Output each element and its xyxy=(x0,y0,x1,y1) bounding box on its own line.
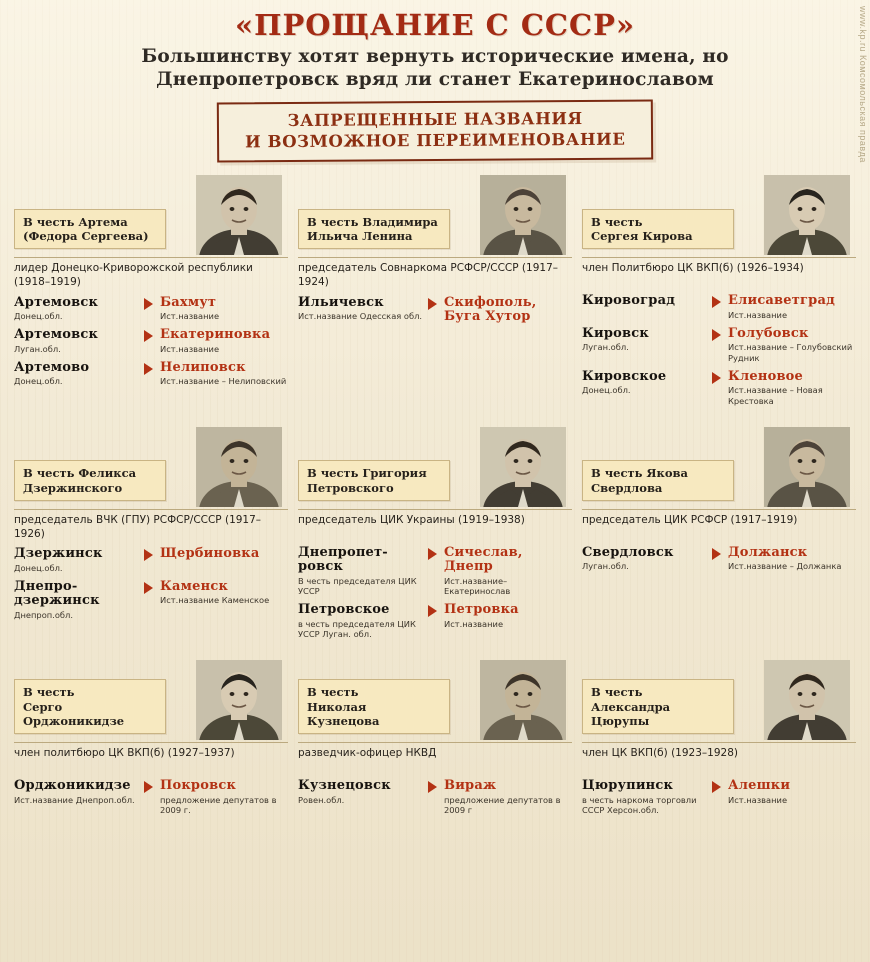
new-name-note: Ист.название xyxy=(444,618,504,629)
section-banner xyxy=(217,100,654,163)
arrow-right-icon xyxy=(712,372,721,384)
honoree-line-2: Петровского xyxy=(307,480,394,495)
card-header xyxy=(582,660,856,740)
old-name-cell xyxy=(14,580,142,620)
old-name: Кировское xyxy=(582,369,667,385)
rename-rows xyxy=(298,779,572,815)
subtitle-line-1: Большинству хотят вернуть исторические имена, но xyxy=(141,46,729,67)
old-name: Кировск xyxy=(582,326,649,342)
arrow-right-icon xyxy=(712,329,721,341)
old-name-note: Ист.название Одесская обл. xyxy=(298,310,423,321)
new-name-note: Ист.название Каменское xyxy=(160,595,270,606)
person-card xyxy=(298,660,572,822)
old-name-cell xyxy=(582,294,710,309)
card-header xyxy=(582,427,856,507)
honoree-nameplate xyxy=(298,460,450,501)
old-name-cell xyxy=(14,296,142,322)
person-card xyxy=(298,175,572,413)
new-name-cell xyxy=(728,327,856,363)
old-name-cell xyxy=(14,779,142,805)
old-name-cell xyxy=(582,779,710,815)
rename-row xyxy=(14,361,288,387)
old-name-note: Донец.обл. xyxy=(14,562,63,573)
new-name-note: Ист.название – Нелиповский xyxy=(160,376,287,387)
new-name-cell xyxy=(160,580,288,606)
honoree-line-2: Серго Орджоникидзе xyxy=(23,699,125,729)
portrait-photo xyxy=(480,175,566,255)
new-name-note: Ист.название – Голубовский Рудник xyxy=(728,342,853,363)
portrait-photo xyxy=(764,660,850,740)
honoree-role: член политбюро ЦК ВКП(б) (1927–1937) xyxy=(14,742,288,773)
new-name-cell xyxy=(444,603,572,629)
card-header xyxy=(14,427,288,507)
cards-grid xyxy=(14,175,856,822)
portrait-photo xyxy=(764,427,850,507)
old-name-cell xyxy=(582,327,710,353)
new-name: Елисаветград xyxy=(728,293,835,309)
new-name-note: предложение депутатов в 2009 г xyxy=(444,794,561,816)
rename-row xyxy=(14,296,288,322)
arrow-right-icon xyxy=(144,298,153,310)
old-name-cell xyxy=(298,603,426,639)
new-name-cell xyxy=(160,328,288,354)
old-name-note: в честь наркома торговли СССР Херсон.обл. xyxy=(582,794,697,816)
honoree-line-2: Ильича Ленина xyxy=(307,229,413,243)
new-name: Каменск xyxy=(160,579,229,594)
new-name-cell xyxy=(444,296,572,326)
banner-line-2: И ВОЗМОЖНОЕ ПЕРЕИМЕНОВАНИЕ xyxy=(244,129,626,152)
rename-rows xyxy=(298,296,572,326)
old-name: Днепро-дзержинск xyxy=(14,579,100,609)
new-name: Петровка xyxy=(444,602,519,618)
honoree-role: член Политбюро ЦК ВКП(б) (1926–1934) xyxy=(582,257,856,288)
rename-row xyxy=(582,294,856,320)
honoree-line-2: (Федора Сергеева) xyxy=(23,229,149,243)
rename-row xyxy=(14,779,288,815)
honoree-line-1: В честь Артема xyxy=(23,214,128,229)
honoree-line-1: В честь xyxy=(591,214,643,229)
honoree-nameplate xyxy=(582,679,734,734)
honoree-nameplate xyxy=(582,209,734,250)
honoree-line-1: В честь xyxy=(307,685,359,700)
old-name: Кировоград xyxy=(582,293,676,309)
new-name: Вираж xyxy=(444,778,497,794)
old-name: Артемовск xyxy=(14,327,99,343)
portrait-photo xyxy=(196,427,282,507)
arrow-right-icon xyxy=(428,781,437,793)
old-name: Ильичевск xyxy=(298,294,384,310)
card-header xyxy=(14,660,288,740)
old-name-cell xyxy=(582,370,710,396)
old-name-note: Донец.обл. xyxy=(14,310,63,321)
portrait-photo xyxy=(196,660,282,740)
new-name-cell xyxy=(728,370,856,406)
old-name-cell xyxy=(298,546,426,596)
honoree-line-2: Николая Кузнецова xyxy=(307,699,380,729)
honoree-line-2: Дзержинского xyxy=(23,480,123,495)
honoree-role: председатель ВЧК (ГПУ) РСФСР/СССР (1917–1926) xyxy=(14,509,288,541)
new-name: Голубовск xyxy=(728,326,809,342)
arrow-right-icon xyxy=(712,296,721,308)
honoree-line-2: Цюрупы xyxy=(591,714,650,729)
honoree-line-1: В честь Владимира xyxy=(307,214,438,229)
card-header xyxy=(582,175,856,255)
arrow-right-icon xyxy=(144,330,153,342)
honoree-line-1: В честь Григория xyxy=(307,466,427,481)
rename-row xyxy=(298,296,572,326)
rename-row xyxy=(14,328,288,354)
honoree-role: лидер Донецко-Криворожской республики (1918–1919) xyxy=(14,257,288,289)
old-name-cell xyxy=(298,296,426,322)
portrait-photo xyxy=(764,175,850,255)
old-name: Артемовск xyxy=(14,294,99,310)
new-name-cell xyxy=(728,779,856,805)
new-name: Бахмут xyxy=(160,294,217,310)
portrait-photo xyxy=(196,175,282,255)
honoree-line-1: В честь Александра xyxy=(591,685,671,714)
arrow-right-icon xyxy=(144,363,153,375)
rename-row xyxy=(14,580,288,620)
new-name-cell xyxy=(728,294,856,320)
arrow-right-icon xyxy=(144,781,153,793)
portrait-photo xyxy=(480,427,566,507)
honoree-role: председатель ЦИК РСФСР (1917–1919) xyxy=(582,509,856,540)
arrow-right-icon xyxy=(428,298,437,310)
new-name-note: Ист.название – Должанка xyxy=(728,561,842,572)
rename-row xyxy=(298,779,572,815)
new-name-cell xyxy=(160,296,288,322)
new-name-cell xyxy=(728,546,856,572)
old-name-cell xyxy=(14,361,142,387)
old-name: Цюрупинск xyxy=(582,778,674,794)
honoree-line-2: Свердлова xyxy=(591,480,663,495)
rename-rows xyxy=(14,296,288,387)
old-name-cell xyxy=(298,779,426,805)
card-header xyxy=(298,175,572,255)
rename-rows xyxy=(582,294,856,406)
card-header xyxy=(298,660,572,740)
old-name-note: Днепроп.обл. xyxy=(14,609,73,620)
honoree-nameplate xyxy=(14,679,166,734)
new-name: Екатериновка xyxy=(160,327,271,343)
honoree-line-1: В честь Феликса xyxy=(23,466,137,481)
page-title: «ПРОЩАНИЕ С СССР» xyxy=(234,8,636,42)
new-name-cell xyxy=(160,779,288,815)
arrow-right-icon xyxy=(144,582,153,594)
rename-rows xyxy=(14,547,288,620)
new-name-cell xyxy=(160,547,288,562)
person-card xyxy=(582,427,856,646)
old-name: Артемово xyxy=(14,359,90,375)
old-name-note: Донец.обл. xyxy=(582,385,631,396)
arrow-right-icon xyxy=(428,605,437,617)
honoree-role: председатель ЦИК Украины (1919–1938) xyxy=(298,509,572,540)
new-name-cell xyxy=(444,546,572,596)
honoree-role: член ЦК ВКП(б) (1923–1928) xyxy=(582,742,856,773)
rename-row xyxy=(582,779,856,815)
rename-row xyxy=(298,603,572,639)
person-card xyxy=(14,427,288,646)
honoree-role: председатель Совнаркома РСФСР/СССР (1917–1924) xyxy=(298,257,572,289)
subtitle-line-2: Днепропетровск вряд ли станет Екатеринославом xyxy=(156,68,714,90)
new-name: Сичеслав, Днепр xyxy=(444,545,523,575)
honoree-line-1: В честь Якова xyxy=(591,466,688,481)
old-name: Днепропет-ровск xyxy=(298,545,388,575)
honoree-line-2: Сергея Кирова xyxy=(591,229,693,243)
new-name: Кленовое xyxy=(728,369,804,385)
old-name-note: в честь председателя ЦИК УССР Луган. обл. xyxy=(298,618,416,640)
rename-row xyxy=(582,546,856,572)
new-name-cell xyxy=(444,779,572,815)
page-subtitle xyxy=(32,46,838,91)
old-name: Свердловск xyxy=(582,545,674,561)
new-name-note: Ист.название xyxy=(728,794,788,805)
new-name: Нелиповск xyxy=(160,359,246,375)
new-name: Алешки xyxy=(728,778,791,794)
old-name-note: Ровен.обл. xyxy=(298,794,345,805)
person-card xyxy=(298,427,572,646)
person-card xyxy=(14,175,288,413)
new-name-note: Ист.название xyxy=(160,343,220,354)
honoree-role: разведчик-офицер НКВД xyxy=(298,742,572,773)
banner-wrap xyxy=(14,101,856,161)
rename-rows xyxy=(14,779,288,815)
new-name-note: Ист.название xyxy=(160,310,220,321)
old-name-cell xyxy=(582,546,710,572)
person-card xyxy=(582,175,856,413)
old-name-note: Луган.обл. xyxy=(14,343,61,354)
honoree-nameplate xyxy=(298,209,450,250)
rename-row xyxy=(298,546,572,596)
card-header xyxy=(298,427,572,507)
arrow-right-icon xyxy=(712,781,721,793)
rename-rows xyxy=(582,779,856,815)
rename-row xyxy=(582,327,856,363)
person-card xyxy=(582,660,856,822)
old-name-cell xyxy=(14,547,142,573)
old-name-note: Донец.обл. xyxy=(14,376,63,387)
old-name-note: В честь председателя ЦИК УССР xyxy=(298,575,417,597)
rename-rows xyxy=(298,546,572,639)
card-header xyxy=(14,175,288,255)
old-name: Кузнецовск xyxy=(298,778,391,794)
new-name-note: Ист.название – Новая Крестовка xyxy=(728,385,823,406)
rename-rows xyxy=(582,546,856,572)
honoree-nameplate xyxy=(582,460,734,501)
new-name-note: Ист.название– Екатеринослав xyxy=(444,575,511,597)
old-name: Орджоникидзе xyxy=(14,778,131,794)
old-name-note: Луган.обл. xyxy=(582,561,629,572)
arrow-right-icon xyxy=(428,548,437,560)
new-name-cell xyxy=(160,361,288,387)
person-card xyxy=(14,660,288,822)
rename-row xyxy=(14,547,288,573)
old-name-cell xyxy=(14,328,142,354)
banner-line-1: ЗАПРЕЩЕННЫЕ НАЗВАНИЯ xyxy=(287,109,583,131)
old-name: Петровское xyxy=(298,602,390,618)
new-name: Покровск xyxy=(160,778,237,794)
honoree-nameplate xyxy=(14,209,166,250)
rename-row xyxy=(582,370,856,406)
old-name-note: Ист.название Днепроп.обл. xyxy=(14,794,135,805)
watermark-text: www.kp.ru Комсомольская правда xyxy=(858,6,868,163)
arrow-right-icon xyxy=(144,549,153,561)
honoree-line-1: В честь xyxy=(23,685,75,700)
new-name-note: Ист.название xyxy=(728,309,788,320)
new-name-note: предложение депутатов в 2009 г. xyxy=(160,794,277,816)
old-name-note: Луган.обл. xyxy=(582,342,629,353)
new-name: Щербиновка xyxy=(160,546,260,562)
portrait-photo xyxy=(480,660,566,740)
arrow-right-icon xyxy=(712,548,721,560)
new-name: Скифополь, Буга Хутор xyxy=(444,294,537,324)
new-name: Должанск xyxy=(728,545,808,561)
honoree-nameplate xyxy=(14,460,166,501)
honoree-nameplate xyxy=(298,679,450,734)
old-name: Дзержинск xyxy=(14,546,103,562)
